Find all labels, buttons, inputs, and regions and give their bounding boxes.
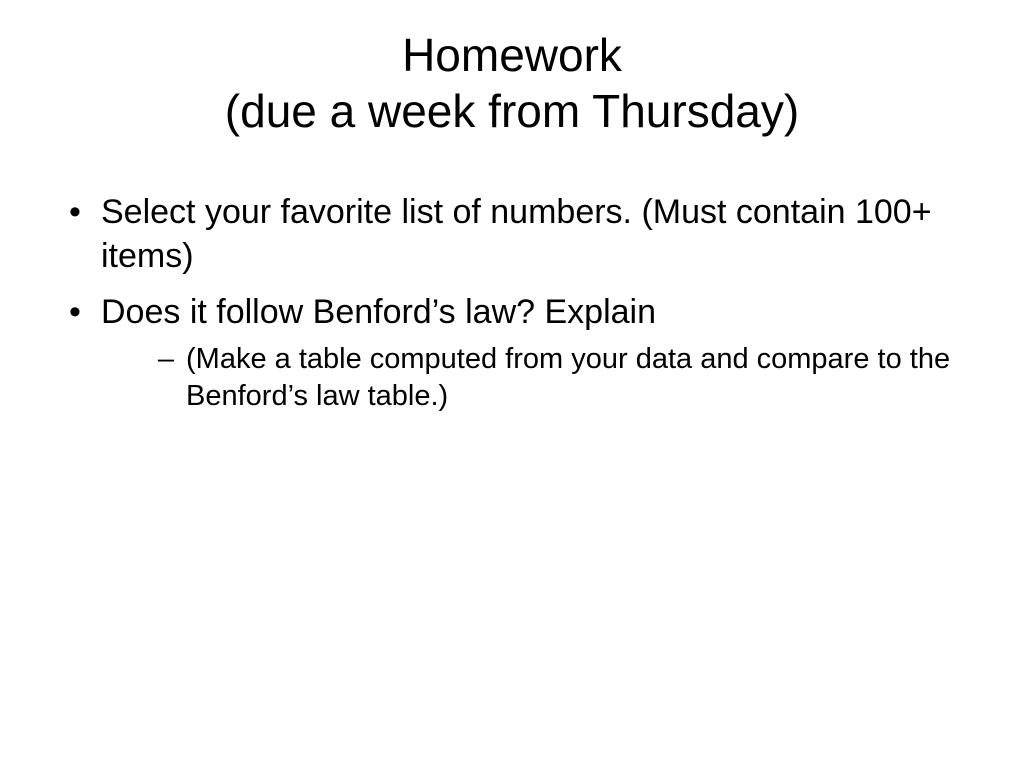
bullet-text: Does it follow Benford’s law? Explain	[101, 293, 656, 332]
subbullet-marker: –	[157, 342, 175, 375]
slide-body	[60, 190, 960, 427]
bullet-item-2	[60, 290, 960, 414]
bullet-marker: •	[69, 193, 81, 231]
bullet-text: Select your favorite list of numbers. (Must contain 100+ items)	[101, 193, 932, 276]
bullet-item-1	[60, 190, 960, 278]
subbullet-item-1	[101, 341, 960, 415]
slide-title-line-1: Homework	[402, 29, 622, 81]
subbullet-text: (Make a table computed from your data and compare to the Benford’s law table.)	[186, 342, 951, 412]
slide-title	[60, 28, 964, 139]
slide-title-line-2: (due a week from Thursday)	[224, 84, 800, 137]
bullet-marker: •	[69, 293, 81, 332]
